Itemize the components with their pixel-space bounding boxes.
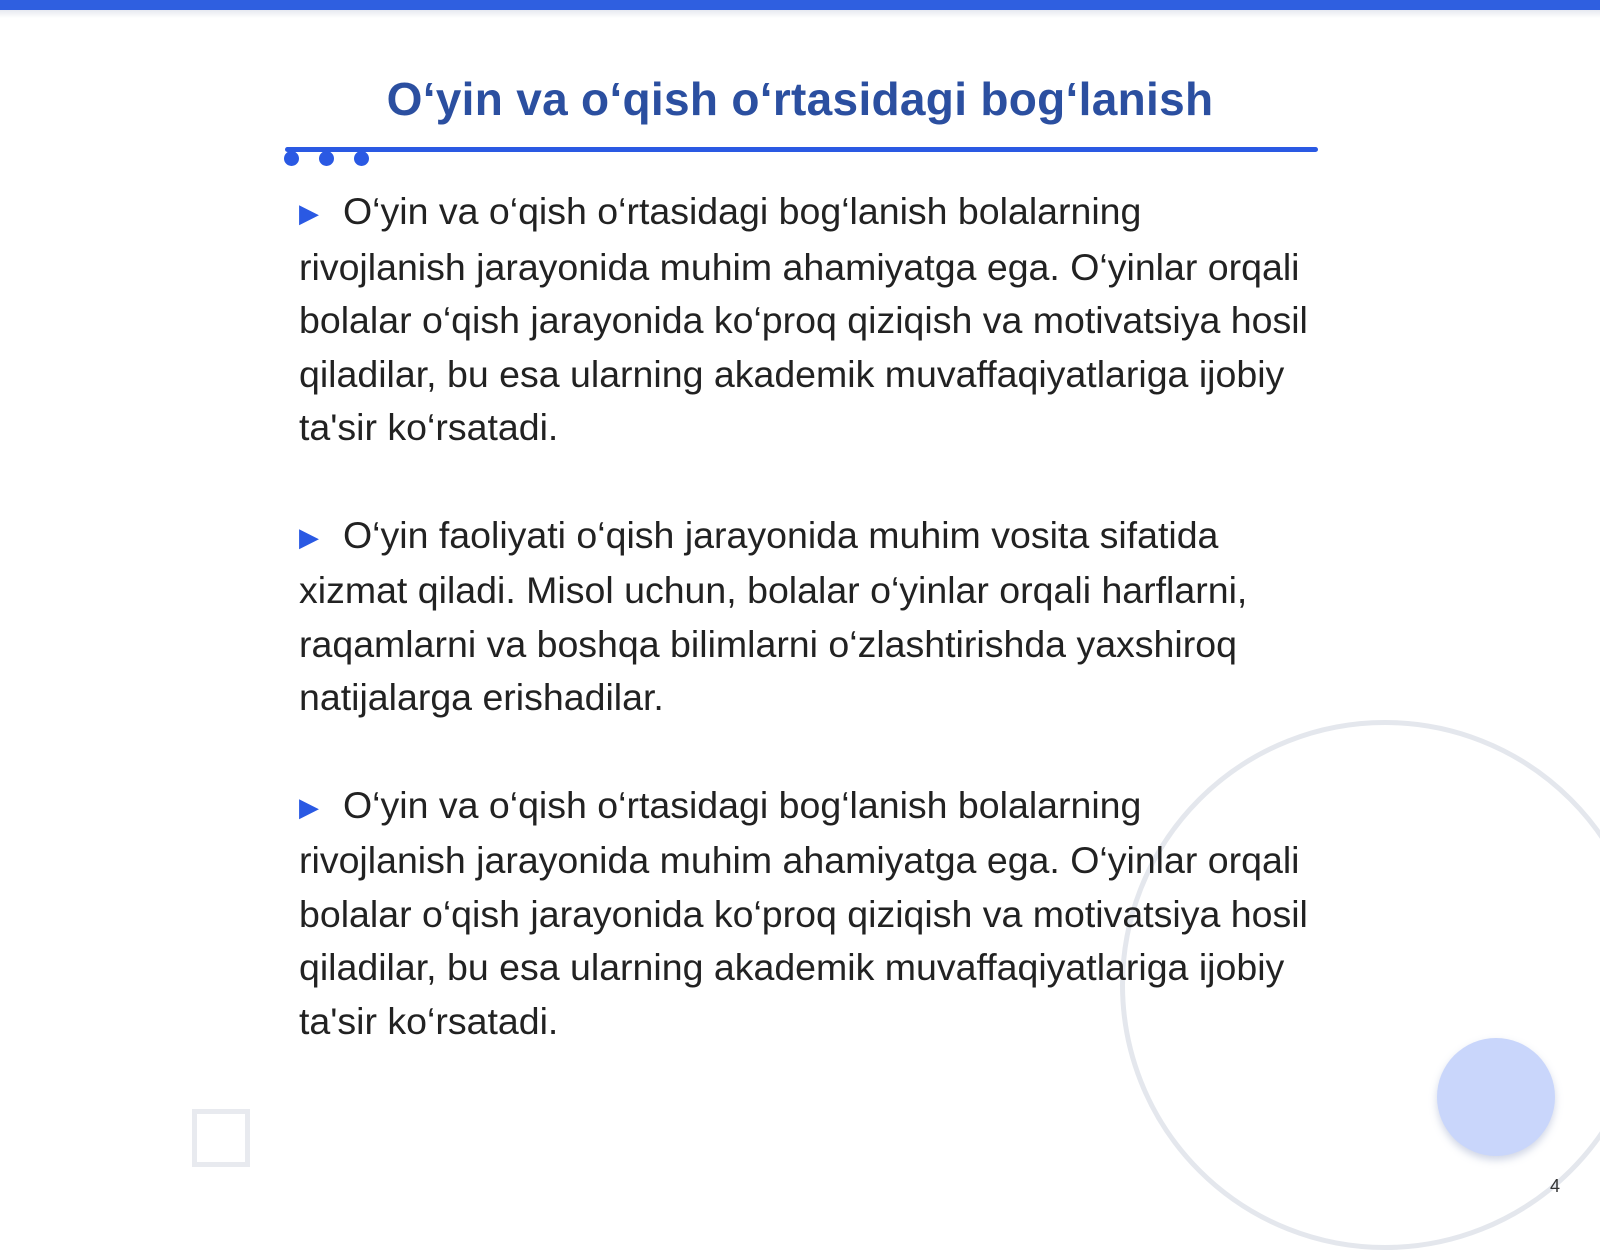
triangle-right-icon: ▶: [299, 791, 319, 822]
bullet-text: O‘yin faoliyati o‘qish jarayonida muhim vosita sifatida xizmat qiladi. Misol uchun, bolalar o‘yinlar orqali harflarni, raqamlarni va boshqa bilimlarni o‘zlashtirishda yaxshiroq natijalarga erishadilar.: [299, 513, 1248, 718]
page-number: 4: [1550, 1176, 1561, 1196]
triangle-right-icon: ▶: [299, 521, 319, 552]
decorative-square: [192, 1109, 250, 1167]
bullet-item: [299, 509, 1309, 725]
top-bar-shadow: [0, 10, 1600, 18]
bullet-item: [299, 779, 1309, 1049]
bullet-list: [299, 185, 1309, 1102]
triangle-right-icon: ▶: [299, 198, 319, 228]
title-underline: [285, 147, 1318, 152]
bullet-text: O‘yin va o‘qish o‘rtasidagi bog‘lanish bolalarning rivojlanish jarayonida muhim ahamiyatga ega. O‘yinlar orqali bolalar o‘qish jarayonida ko‘proq qiziqish va motivatsiya hosil qiladilar, bu esa ularning akademik muvaffaqiyatlariga ijobiy ta'sir ko‘rsatadi.: [299, 190, 1308, 448]
underline-dot: [319, 151, 334, 166]
slide-title: O‘yin va o‘qish o‘rtasidagi bog‘lanish: [386, 73, 1214, 125]
bullet-item: [299, 185, 1309, 455]
underline-dot: [284, 151, 299, 166]
underline-dot: [354, 151, 369, 166]
top-accent-bar: [0, 0, 1600, 10]
decorative-disc: [1437, 1038, 1555, 1156]
bullet-text: O‘yin va o‘qish o‘rtasidagi bog‘lanish bolalarning rivojlanish jarayonida muhim ahamiyatga ega. O‘yinlar orqali bolalar o‘qish jarayonida ko‘proq qiziqish va motivatsiya hosil qiladilar, bu esa ularning akademik muvaffaqiyatlariga ijobiy ta'sir ko‘rsatadi.: [299, 783, 1308, 1042]
